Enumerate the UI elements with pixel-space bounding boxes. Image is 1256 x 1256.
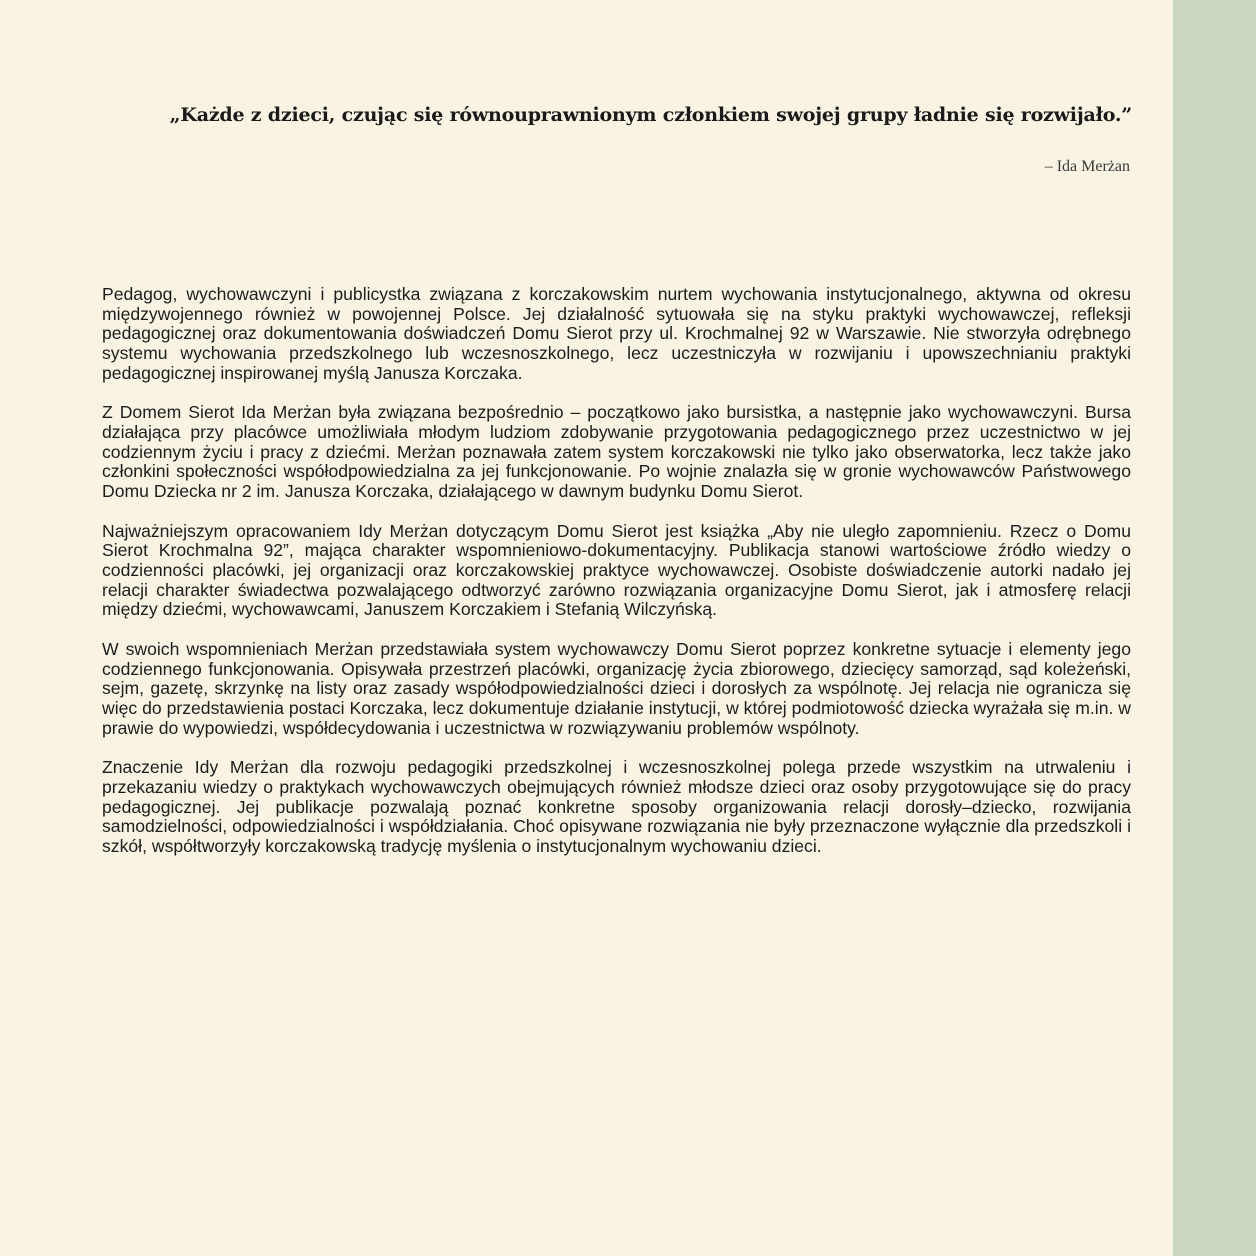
epigraph-quote: „Każde z dzieci, czując się równouprawnionym członkiem swojej grupy ładnie się rozwijało.” bbox=[169, 104, 1132, 126]
paragraph: W swoich wspomnieniach Merżan przedstawiała system wychowawczy Domu Sierot poprzez konkretne sytuacje i elementy jego codziennego funkcjonowania. Opisywała przestrzeń placówki, organizację życia zbiorowego, dziecięcy samorząd, sąd koleżeński, sejm, gazetę, skrzynkę na listy oraz zasady współodpowiedzialności dzieci i dorosłych za wspólnotę. Jej relacja nie ogranicza się więc do przedstawienia postaci Korczaka, lecz dokumentuje działanie instytucji, w której podmiotowość dziecka wyrażała się m.in. w prawie do wypowiedzi, współdecydowania i uczestnictwa w rozwiązywaniu problemów wspólnoty. bbox=[102, 638, 1131, 738]
paragraph: Pedagog, wychowawczyni i publicystka związana z korczakowskim nurtem wychowania instytucjonalnego, aktywna od okresu międzywojennego również w powojennej Polsce. Jej działalność sytuowała się na styku praktyki wychowawczej, refleksji pedagogicznej oraz dokumentowania doświadczeń Domu Sierot przy ul. Krochmalnej 92 w Warszawie. Nie stworzyła odrębnego systemu wychowania przedszkolnego lub wczesnoszkolnego, lecz uczestniczyła w rozwijaniu i upowszechnianiu praktyki pedagogicznej inspirowanej myślą Janusza Korczaka. bbox=[102, 284, 1131, 383]
biography-text bbox=[102, 285, 1131, 877]
quote-attribution: – Ida Merżan bbox=[1044, 158, 1130, 175]
side-color-band bbox=[1173, 0, 1256, 1256]
paragraph: Znaczenie Idy Merżan dla rozwoju pedagogiki przedszkolnej i wczesnoszkolnej polega przede wszystkim na utrwaleniu i przekazaniu wiedzy o praktykach wychowawczych obejmujących również młodsze dzieci oraz osoby przygotowujące się do pracy pedagogicznej. Jej publikacje pozwalają poznać konkretne sposoby organizowania relacji dorosły–dziecko, rozwijania samodzielności, odpowiedzialności i współdziałania. Choć opisywane rozwiązania nie były przeznaczone wyłącznie dla przedszkoli i szkół, współtworzyły korczakowską tradycję myślenia o instytucjonalnym wychowaniu dzieci. bbox=[102, 757, 1131, 857]
paragraph: Z Domem Sierot Ida Merżan była związana bezpośrednio – początkowo jako bursistka, a następnie jako wychowawczyni. Bursa działająca przy placówce umożliwiała młodym ludziom zdobywanie przygotowania pedagogicznego przez uczestnictwo w jej codziennym życiu i pracy z dziećmi. Merżan poznawała zatem system korczakowski nie tylko jako obserwatorka, lecz także jako członkini społeczności współodpowiedzialna za jej funkcjonowanie. Po wojnie znalazła się w gronie wychowawców Państwowego Domu Dziecka nr 2 im. Janusza Korczaka, działającego w dawnym budynku Domu Sierot. bbox=[102, 402, 1131, 502]
paragraph: Najważniejszym opracowaniem Idy Merżan dotyczącym Domu Sierot jest książka „Aby nie uległo zapomnieniu. Rzecz o Domu Sierot Krochmalna 92”, mająca charakter wspomnieniowo-dokumentacyjny. Publikacja stanowi wartościowe źródło wiedzy o codzienności placówki, jej organizacji oraz korczakowskiej praktyce wychowawczej. Osobiste doświadczenie autorki nadało jej relacji charakter świadectwa pozwalającego odtworzyć zarówno rozwiązania organizacyjne Domu Sierot, jak i atmosferę relacji między dziećmi, wychowawcami, Januszem Korczakiem i Stefanią Wilczyńską. bbox=[102, 520, 1131, 620]
